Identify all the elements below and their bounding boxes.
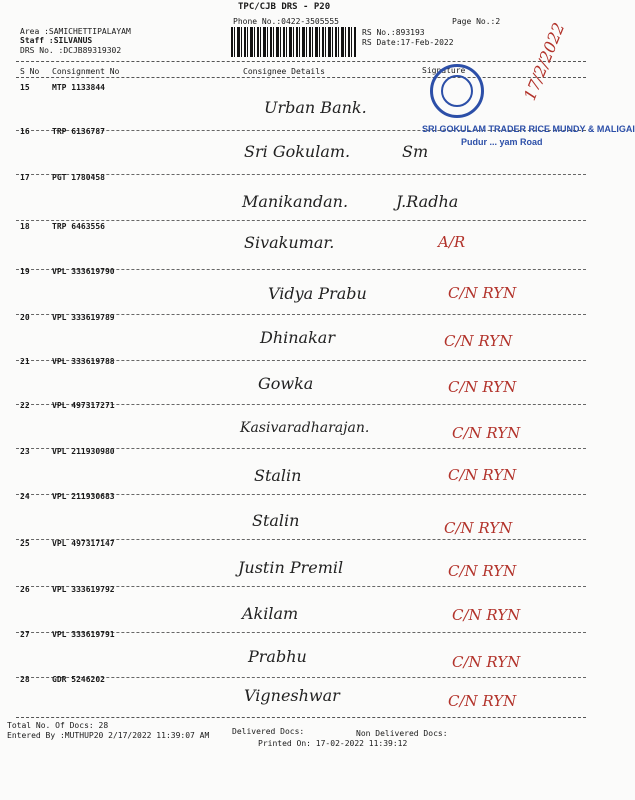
footer-divider — [16, 717, 586, 718]
table-row — [16, 444, 586, 495]
row-consignee: Manikandan. — [242, 192, 349, 211]
row-signature: C/N RYN — [444, 519, 513, 537]
row-sno: 27 — [20, 630, 30, 639]
row-consignment: VPL 211930980 — [52, 447, 115, 456]
row-sno: 25 — [20, 539, 30, 548]
column-header-sno: S No — [20, 67, 40, 76]
row-consignee: Sivakumar. — [244, 233, 335, 252]
row-consignment: GDR 5246202 — [52, 675, 105, 684]
page-number: Page No.:2 — [452, 17, 501, 26]
row-consignee: Stalin — [252, 511, 300, 530]
table-row — [16, 627, 586, 678]
handwritten-date: 17/2/2022 — [520, 19, 569, 104]
row-signature: C/N RYN — [452, 653, 521, 671]
total-docs: Total No. Of Docs: 28 — [7, 721, 109, 730]
staff-label: Staff :SILVANUS — [20, 36, 93, 45]
row-signature: C/N RYN — [448, 692, 517, 710]
delivered-docs: Delivered Docs: — [232, 727, 305, 736]
row-sno: 21 — [20, 357, 30, 366]
printed-on: Printed On: 17-02-2022 11:39:12 — [258, 739, 408, 748]
row-signature: J.Radha — [396, 192, 459, 211]
row-signature: Sm — [402, 142, 429, 161]
row-consignment: VPL 333619791 — [52, 630, 115, 639]
row-sno: 15 — [20, 83, 30, 92]
entered-by: Entered By :MUTHUP20 2/17/2022 11:39:07 AM — [7, 731, 210, 740]
row-consignment: VPL 333619792 — [52, 585, 115, 594]
drs-number: DRS No. :DCJB89319302 — [20, 46, 122, 55]
area-label: Area :SAMICHETTIPALAYAM — [20, 27, 131, 36]
row-signature: C/N RYN — [448, 562, 517, 580]
row-consignment: TRP 6136787 — [52, 127, 105, 136]
row-signature: C/N RYN — [448, 284, 517, 302]
row-consignee: Prabhu — [248, 647, 307, 666]
row-consignment: VPL 333619789 — [52, 313, 115, 322]
column-header-consignee: Consignee Details — [243, 67, 325, 76]
row-consignee: Justin Premil — [238, 558, 344, 577]
row-sno: 23 — [20, 447, 30, 456]
row-sno: 18 — [20, 222, 30, 231]
non-delivered-docs: Non Delivered Docs: — [356, 729, 448, 738]
row-consignee: Stalin — [254, 466, 302, 485]
row-consignee: Urban Bank. — [264, 98, 367, 117]
row-consignee: Dhinakar — [260, 328, 335, 347]
row-consignment: VPL 497317147 — [52, 539, 115, 548]
stamp-line-2: Pudur ... yam Road — [461, 137, 543, 147]
column-header-consignment: Consignment No — [52, 67, 120, 76]
table-row — [16, 264, 586, 315]
document-title: TPC/CJB DRS - P20 — [238, 2, 331, 12]
row-signature: C/N RYN — [448, 466, 517, 484]
table-row — [16, 398, 586, 449]
column-header-signature: Signature — [422, 66, 466, 75]
row-consignment: VPL 333619790 — [52, 267, 115, 276]
header-divider-top — [16, 61, 586, 62]
row-sno: 20 — [20, 313, 30, 322]
stamp-line-1: SRI GOKULAM TRADER RICE MUNDY & MALIGAI — [422, 124, 635, 134]
table-row — [16, 672, 586, 723]
row-sno: 24 — [20, 492, 30, 501]
row-consignee: Akilam — [242, 604, 299, 623]
table-row — [16, 536, 586, 587]
table-row — [16, 170, 586, 221]
row-consignment: VPL 497317271 — [52, 401, 115, 410]
row-signature: C/N RYN — [452, 424, 521, 442]
table-row — [16, 219, 586, 270]
barcode — [231, 27, 356, 57]
rs-date: RS Date:17-Feb-2022 — [362, 38, 454, 47]
table-row — [16, 489, 586, 540]
row-consignment: MTP 1133844 — [52, 83, 105, 92]
row-consignment: PGT 1780458 — [52, 173, 105, 182]
row-consignment: VPL 211930683 — [52, 492, 115, 501]
row-signature: C/N RYN — [444, 332, 513, 350]
row-signature: A/R — [438, 233, 466, 251]
row-sno: 26 — [20, 585, 30, 594]
row-consignee: Sri Gokulam. — [244, 142, 351, 161]
phone-number: Phone No.:0422-3505555 — [233, 17, 339, 26]
row-consignee: Kasivaradharajan. — [240, 420, 370, 436]
row-sno: 19 — [20, 267, 30, 276]
header-divider-bottom — [16, 77, 586, 78]
row-consignee: Gowka — [258, 374, 314, 393]
row-sno: 16 — [20, 127, 30, 136]
row-sno: 22 — [20, 401, 30, 410]
company-stamp — [430, 64, 484, 118]
row-sno: 28 — [20, 675, 30, 684]
row-signature: C/N RYN — [452, 606, 521, 624]
row-consignee: Vigneshwar — [244, 686, 340, 705]
row-consignment: TRP 6463556 — [52, 222, 105, 231]
row-consignment: VPL 333619788 — [52, 357, 115, 366]
row-sno: 17 — [20, 173, 30, 182]
table-row — [16, 582, 586, 633]
rs-number: RS No.:893193 — [362, 28, 425, 37]
row-signature: C/N RYN — [448, 378, 517, 396]
row-consignee: Vidya Prabu — [268, 284, 367, 303]
